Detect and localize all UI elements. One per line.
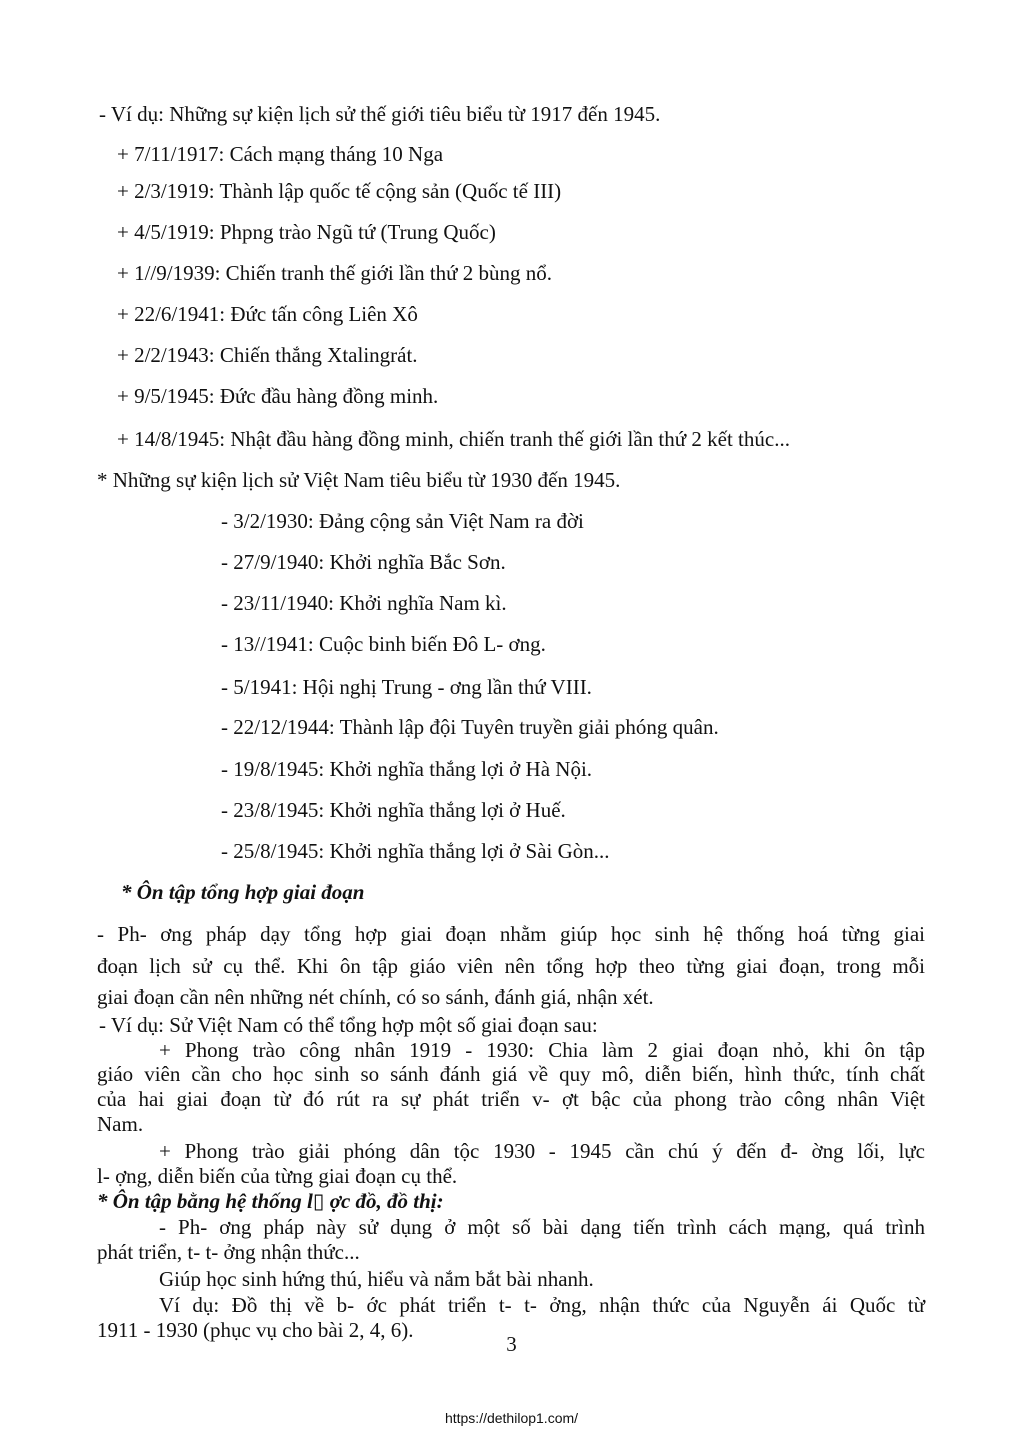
world-intro: - Ví dụ: Những sự kiện lịch sử thế giới tiêu biểu từ 1917 đến 1945.: [99, 102, 661, 126]
paragraph-line: + Phong trào công nhân 1919 - 1930: Chia làm 2 giai đoạn nhỏ, khi ôn tập: [159, 1038, 925, 1062]
world-event: + 4/5/1919: Phpng trào Ngũ tứ (Trung Quốc): [117, 220, 496, 244]
paragraph-line: - Ph- ơng pháp này sử dụng ở một số bài dạng tiến trình cách mạng, quá trình: [159, 1215, 925, 1239]
world-event: + 9/5/1945: Đức đầu hàng đồng minh.: [117, 384, 439, 408]
paragraph-line: - Ph- ơng pháp dạy tổng hợp giai đoạn nhằm giúp học sinh hệ thống hoá từng giai: [97, 922, 925, 946]
vn-event: - 23/11/1940: Khởi nghĩa Nam kì.: [221, 591, 507, 615]
world-event: + 2/3/1919: Thành lập quốc tế cộng sản (Quốc tế III): [117, 179, 562, 203]
paragraph-line: - Ví dụ: Sử Việt Nam có thể tổng hợp một số giai đoạn sau:: [99, 1013, 598, 1037]
paragraph-line: phát triển, t- t- ởng nhận thức...: [97, 1240, 360, 1264]
paragraph-line: + Phong trào giải phóng dân tộc 1930 - 1945 cần chú ý đến đ- ờng lối, lực: [159, 1139, 925, 1163]
vn-event: - 22/12/1944: Thành lập đội Tuyên truyền giải phóng quân.: [221, 715, 719, 739]
paragraph-line: Ví dụ: Đồ thị về b- ớc phát triển t- t- ởng, nhận thức của Nguyễn ái Quốc từ: [159, 1293, 925, 1317]
world-event: + 22/6/1941: Đức tấn công Liên Xô: [117, 302, 418, 326]
vn-event: - 3/2/1930: Đảng cộng sản Việt Nam ra đời: [221, 509, 584, 533]
paragraph-line: của hai giai đoạn từ đó rút ra sự phát triển v- ợt bậc của phong trào công nhân Việt: [97, 1087, 925, 1111]
world-event: + 7/11/1917: Cách mạng tháng 10 Nga: [117, 142, 444, 166]
paragraph-line: 1911 - 1930 (phục vụ cho bài 2, 4, 6).: [97, 1318, 414, 1342]
section-heading-phase-review: * Ôn tập tổng hợp giai đoạn: [121, 880, 365, 904]
vn-intro: * Những sự kiện lịch sử Việt Nam tiêu biểu từ 1930 đến 1945.: [97, 468, 621, 492]
vn-event: - 25/8/1945: Khởi nghĩa thắng lợi ở Sài Gòn...: [221, 839, 610, 863]
vn-event: - 19/8/1945: Khởi nghĩa thắng lợi ở Hà Nội.: [221, 757, 593, 781]
paragraph-line: đoạn lịch sử cụ thể. Khi ôn tập giáo viên nên tổng hợp theo từng giai đoạn, trong mỗi: [97, 954, 925, 978]
footer-url[interactable]: https://dethilop1.com/: [444, 1410, 579, 1426]
page-number: 3: [506, 1332, 517, 1356]
paragraph-line: Nam.: [97, 1112, 144, 1136]
paragraph-line: l- ợng, diễn biến của từng giai đoạn cụ thể.: [97, 1164, 458, 1188]
vn-event: - 23/8/1945: Khởi nghĩa thắng lợi ở Huế.: [221, 798, 566, 822]
paragraph-line: giai đoạn cần nên những nét chính, có so sánh, đánh giá, nhận xét.: [97, 985, 654, 1009]
vn-event: - 27/9/1940: Khởi nghĩa Bắc Sơn.: [221, 550, 506, 574]
world-event: + 14/8/1945: Nhật đầu hàng đồng minh, chiến tranh thế giới lần thứ 2 kết thúc...: [117, 427, 790, 451]
paragraph-line: giáo viên cần cho học sinh so sánh đánh giá về quy mô, diễn biến, hình thức, tính chất: [97, 1062, 925, 1086]
world-event: + 2/2/1943: Chiến thắng Xtalingrát.: [117, 343, 418, 367]
paragraph-line: Giúp học sinh hứng thú, hiểu và nắm bắt bài nhanh.: [159, 1267, 594, 1291]
world-event: + 1//9/1939: Chiến tranh thế giới lần thứ 2 bùng nổ.: [117, 261, 553, 285]
vn-event: - 13//1941: Cuộc binh biến Đô L- ơng.: [221, 632, 546, 656]
section-heading-chart-review: * Ôn tập bằng hệ thống l▯ ợc đồ, đồ thị:: [97, 1189, 444, 1213]
vn-event: - 5/1941: Hội nghị Trung - ơng lần thứ VIII.: [221, 675, 592, 699]
